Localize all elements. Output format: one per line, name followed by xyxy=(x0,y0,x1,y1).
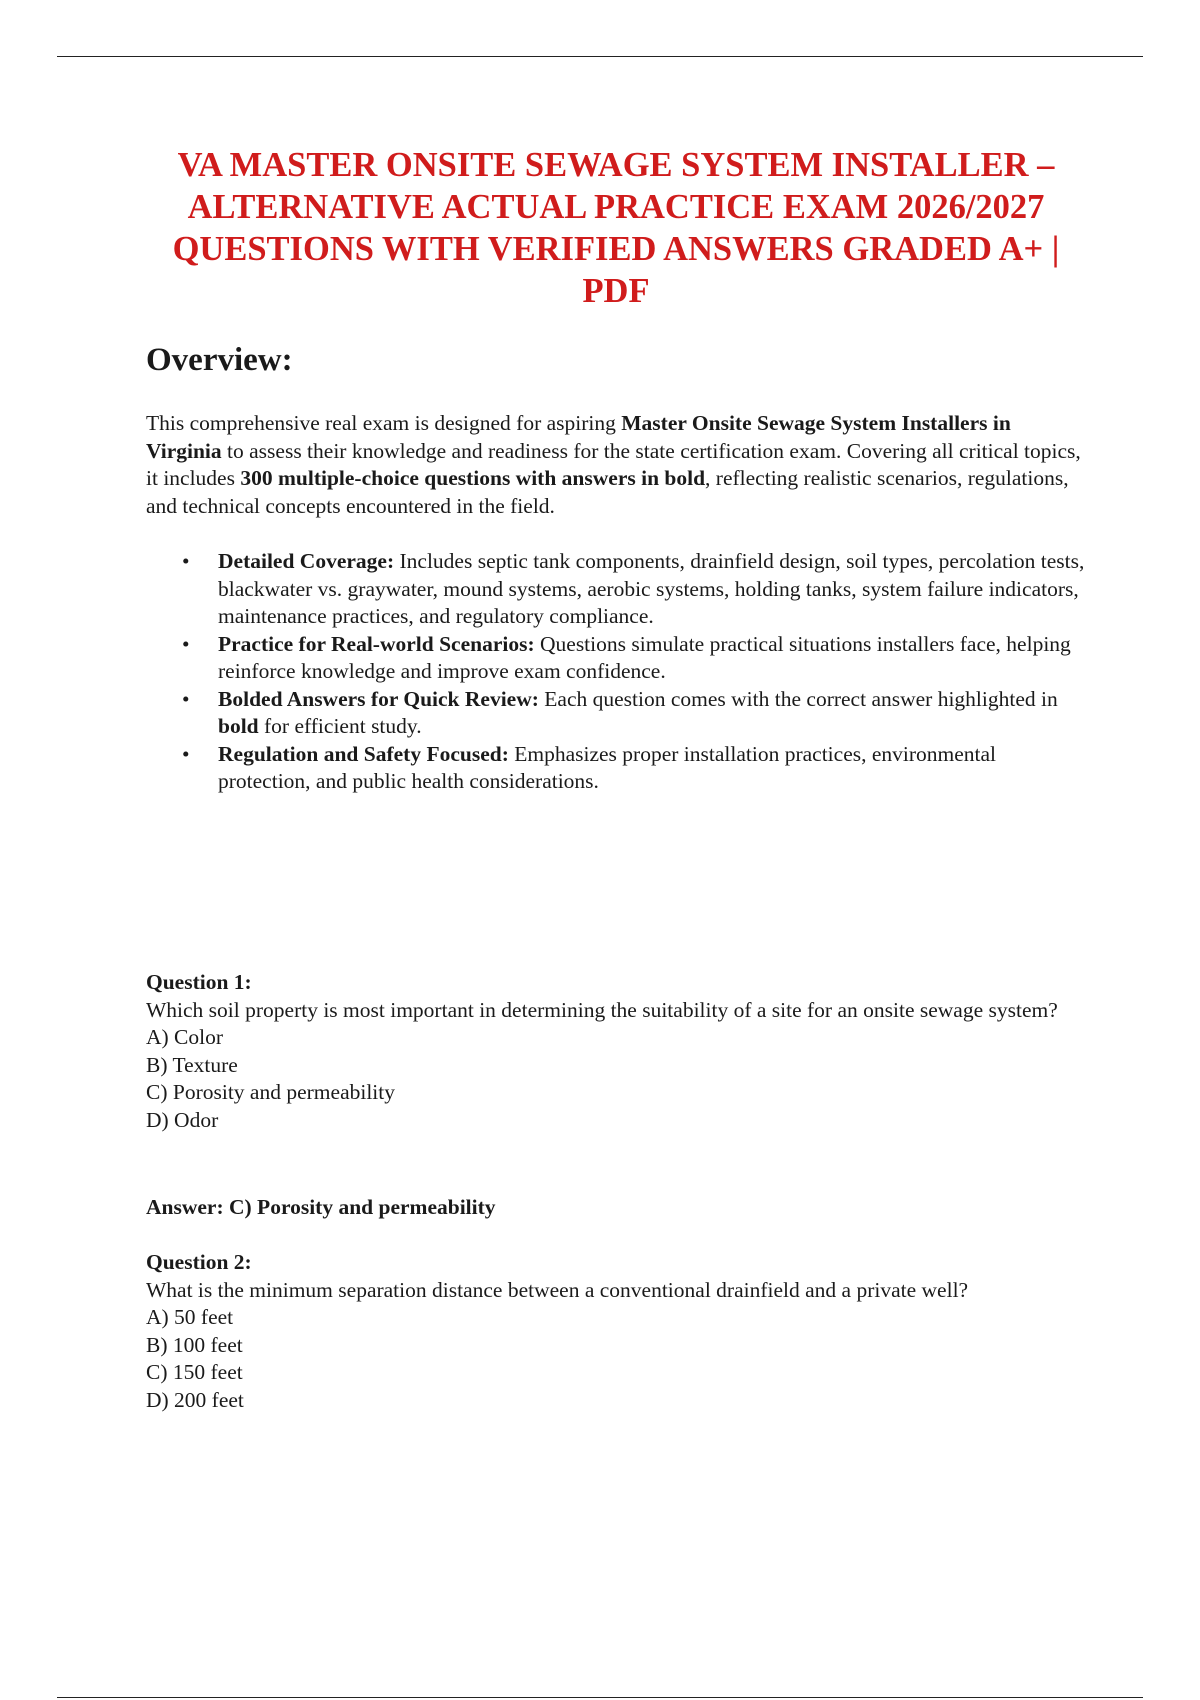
bullet-icon: • xyxy=(182,549,190,573)
question-1 xyxy=(146,969,1086,1134)
question-2 xyxy=(146,1249,1086,1414)
list-item-bold-word: bold xyxy=(218,714,259,738)
intro-text-1: This comprehensive real exam is designed for aspiring xyxy=(146,411,622,435)
option-d: D) Odor xyxy=(146,1107,219,1132)
answer-1: Answer: C) Porosity and permeability xyxy=(146,1195,496,1219)
list-item xyxy=(146,631,1086,686)
question-title: Question 1: xyxy=(146,970,252,994)
overview-heading: Overview: xyxy=(146,342,293,378)
list-item-text: Questions simulate practical situations installers face, helping reinforce knowledge and improve exam confidence. xyxy=(218,631,1071,683)
list-item-text: Includes septic tank components, drainfield design, soil types, percolation tests, blackwater vs. graywater, mound systems, aerobic systems, holding tanks, system failure indicators, maintenance practices, and regulatory compliance. xyxy=(218,549,1085,628)
list-item-label: Bolded Answers for Quick Review: xyxy=(218,686,539,711)
option-d: D) 200 feet xyxy=(146,1387,244,1412)
list-item-text: Each question comes with the correct answer highlighted in xyxy=(538,686,1058,711)
bullet-icon: • xyxy=(182,631,190,656)
option-a: A) Color xyxy=(146,1025,224,1049)
title-line-3: QUESTIONS WITH VERIFIED ANSWERS GRADED A+ | xyxy=(172,230,1060,268)
title-line-2: ALTERNATIVE ACTUAL PRACTICE EXAM 2026/2027 xyxy=(187,188,1045,226)
list-item-label: Regulation and Safety Focused: xyxy=(218,741,509,766)
question-title: Question 2: xyxy=(146,1250,252,1274)
option-a: A) 50 feet xyxy=(146,1305,234,1329)
question-text: Which soil property is most important in determining the suitability of a site for an onsite sewage system? xyxy=(146,997,1058,1022)
top-divider xyxy=(57,56,1143,57)
list-item xyxy=(146,548,1086,631)
list-item-text-end: for efficient study. xyxy=(258,714,422,738)
list-item-label: Practice for Real-world Scenarios: xyxy=(218,631,535,656)
intro-bold-1: Master Onsite Sewage System Installers in Virginia xyxy=(146,411,1011,463)
intro-bold-2: 300 multiple-choice questions with answers in bold xyxy=(240,466,706,490)
option-b: B) Texture xyxy=(146,1052,238,1077)
list-item xyxy=(146,686,1086,741)
feature-list xyxy=(146,548,1086,796)
option-b: B) 100 feet xyxy=(146,1332,243,1357)
title-line-4: PDF xyxy=(582,272,650,310)
bullet-icon: • xyxy=(182,686,190,711)
bullet-icon: • xyxy=(182,741,190,766)
intro-text-3: , reflecting realistic scenarios, regulations, and technical concepts encountered in the field. xyxy=(146,466,1069,518)
title-line-1: VA MASTER ONSITE SEWAGE SYSTEM INSTALLER – xyxy=(177,146,1055,184)
list-item xyxy=(146,741,1086,796)
bottom-divider xyxy=(57,1697,1143,1698)
list-item-text: Emphasizes proper installation practices, environmental protection, and public health considerations. xyxy=(218,741,997,793)
option-c: C) 150 feet xyxy=(146,1360,243,1384)
document-title xyxy=(130,144,1102,312)
intro-text-2: to assess their knowledge and readiness for the state certification exam. Covering all critical topics, it includes xyxy=(146,438,1081,490)
overview-intro xyxy=(146,410,1086,520)
question-text: What is the minimum separation distance between a conventional drainfield and a private well? xyxy=(146,1277,969,1302)
option-c: C) Porosity and permeability xyxy=(146,1080,396,1104)
list-item-label: Detailed Coverage: xyxy=(218,549,395,573)
